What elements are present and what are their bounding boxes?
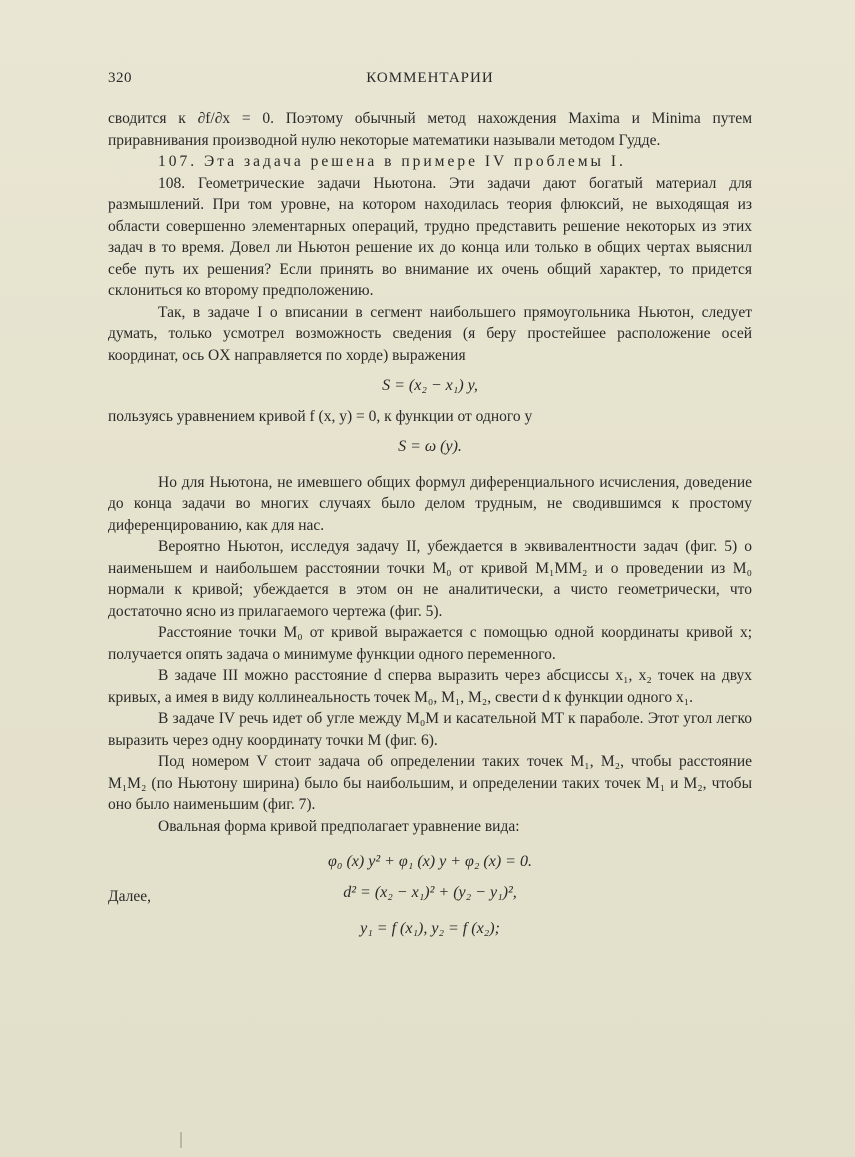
paragraph: Овальная форма кривой предполагает уравнение вида: bbox=[158, 817, 520, 835]
paragraph: Но для Ньютона, не имевшего общих формул диференциального исчисления, доведение до конца задачи во многих случаях было делом трудным, не сводившимся к простому диференцированию, как для нас. bbox=[108, 473, 752, 534]
paragraph: сводится к ∂f/∂x = 0. Поэтому обычный метод нахождения Maxima и Minima путем приравнивания производной нулю некоторые математики называли методом Гудде. bbox=[108, 110, 752, 149]
formula-row bbox=[108, 882, 752, 906]
running-head: КОММЕНТАРИИ bbox=[366, 70, 494, 86]
page-number: 320 bbox=[108, 70, 132, 86]
formula: y₁ = f (x₁), y₂ = f (x₂); bbox=[360, 919, 500, 937]
formula: S = ω (y). bbox=[398, 438, 462, 455]
page-body bbox=[108, 108, 752, 945]
formula: S = (x₂ − x₁) y, bbox=[382, 377, 478, 394]
paragraph: В задаче III можно расстояние d сперва выразить через абсциссы x₁, x₂ точек на двух кривых, а имея в виду коллинеальность точек M₀, M₁, M₂, свести d к функции одного x₁. bbox=[108, 667, 752, 706]
paragraph: 108. Геометрические задачи Ньютона. Эти задачи дают богатый материал для размышлений. При том уровне, на котором находилась теория флюксий, не выходящая из области совершенно элементарных операций, трудно представить решение некоторых из этих задач в то время. Довел ли Ньютон решение их до конца или только в общих чертах выяснил себе путь их решения? Если принять во внимание их очень общий характер, то придется склониться ко второму предположению. bbox=[108, 174, 752, 299]
paragraph: 107. Эта задача решена в примере IV проблемы I. bbox=[158, 153, 626, 170]
formula: d² = (x₂ − x₁)² + (y₂ − y₁)², bbox=[343, 883, 517, 901]
paragraph: Расстояние точки M₀ от кривой выражается с помощью одной координаты кривой x; получается опять задача о минимуме функции одного переменного. bbox=[108, 624, 752, 663]
formula: φ₀ (x) y² + φ₁ (x) y + φ₂ (x) = 0. bbox=[328, 853, 532, 870]
dalee-label: Далее, bbox=[108, 887, 151, 905]
paragraph: пользуясь уравнением кривой f (x, y) = 0, к функции от одного y bbox=[108, 407, 533, 425]
paragraph: В задаче IV речь идет об угле между M₀M и касательной MT к параболе. Этот угол легко выразить через одну координату точки M (фиг. 6). bbox=[108, 710, 752, 749]
paragraph: Под номером V стоит задача об определении таких точек M₁, M₂, чтобы расстояние M₁M₂ (по Ньютону ширина) было бы наибольшим, и определении таких точек M₁ и M₂, чтобы оно было наименьшим (фиг. 7). bbox=[108, 753, 752, 813]
page-header bbox=[108, 70, 752, 90]
scan-mark bbox=[180, 1132, 182, 1148]
paragraph: Так, в задаче I о вписании в сегмент наибольшего прямоугольника Ньютон, следует думать, только усмотрел возможность сведения (я беру простейшее расположение осей координат, ось OX направляется по хорде) выражения bbox=[108, 303, 752, 364]
paragraph: Вероятно Ньютон, исследуя задачу II, убеждается в эквивалентности задач (фиг. 5) о наименьшем и наибольшем расстоянии точки M₀ от кривой M₁MM₂ и о проведении из M₀ нормали к кривой; убеждается в этом он не аналитически, а чисто геометрически, что достаточно ясно из прилагаемого чертежа (фиг. 5). bbox=[108, 538, 752, 620]
